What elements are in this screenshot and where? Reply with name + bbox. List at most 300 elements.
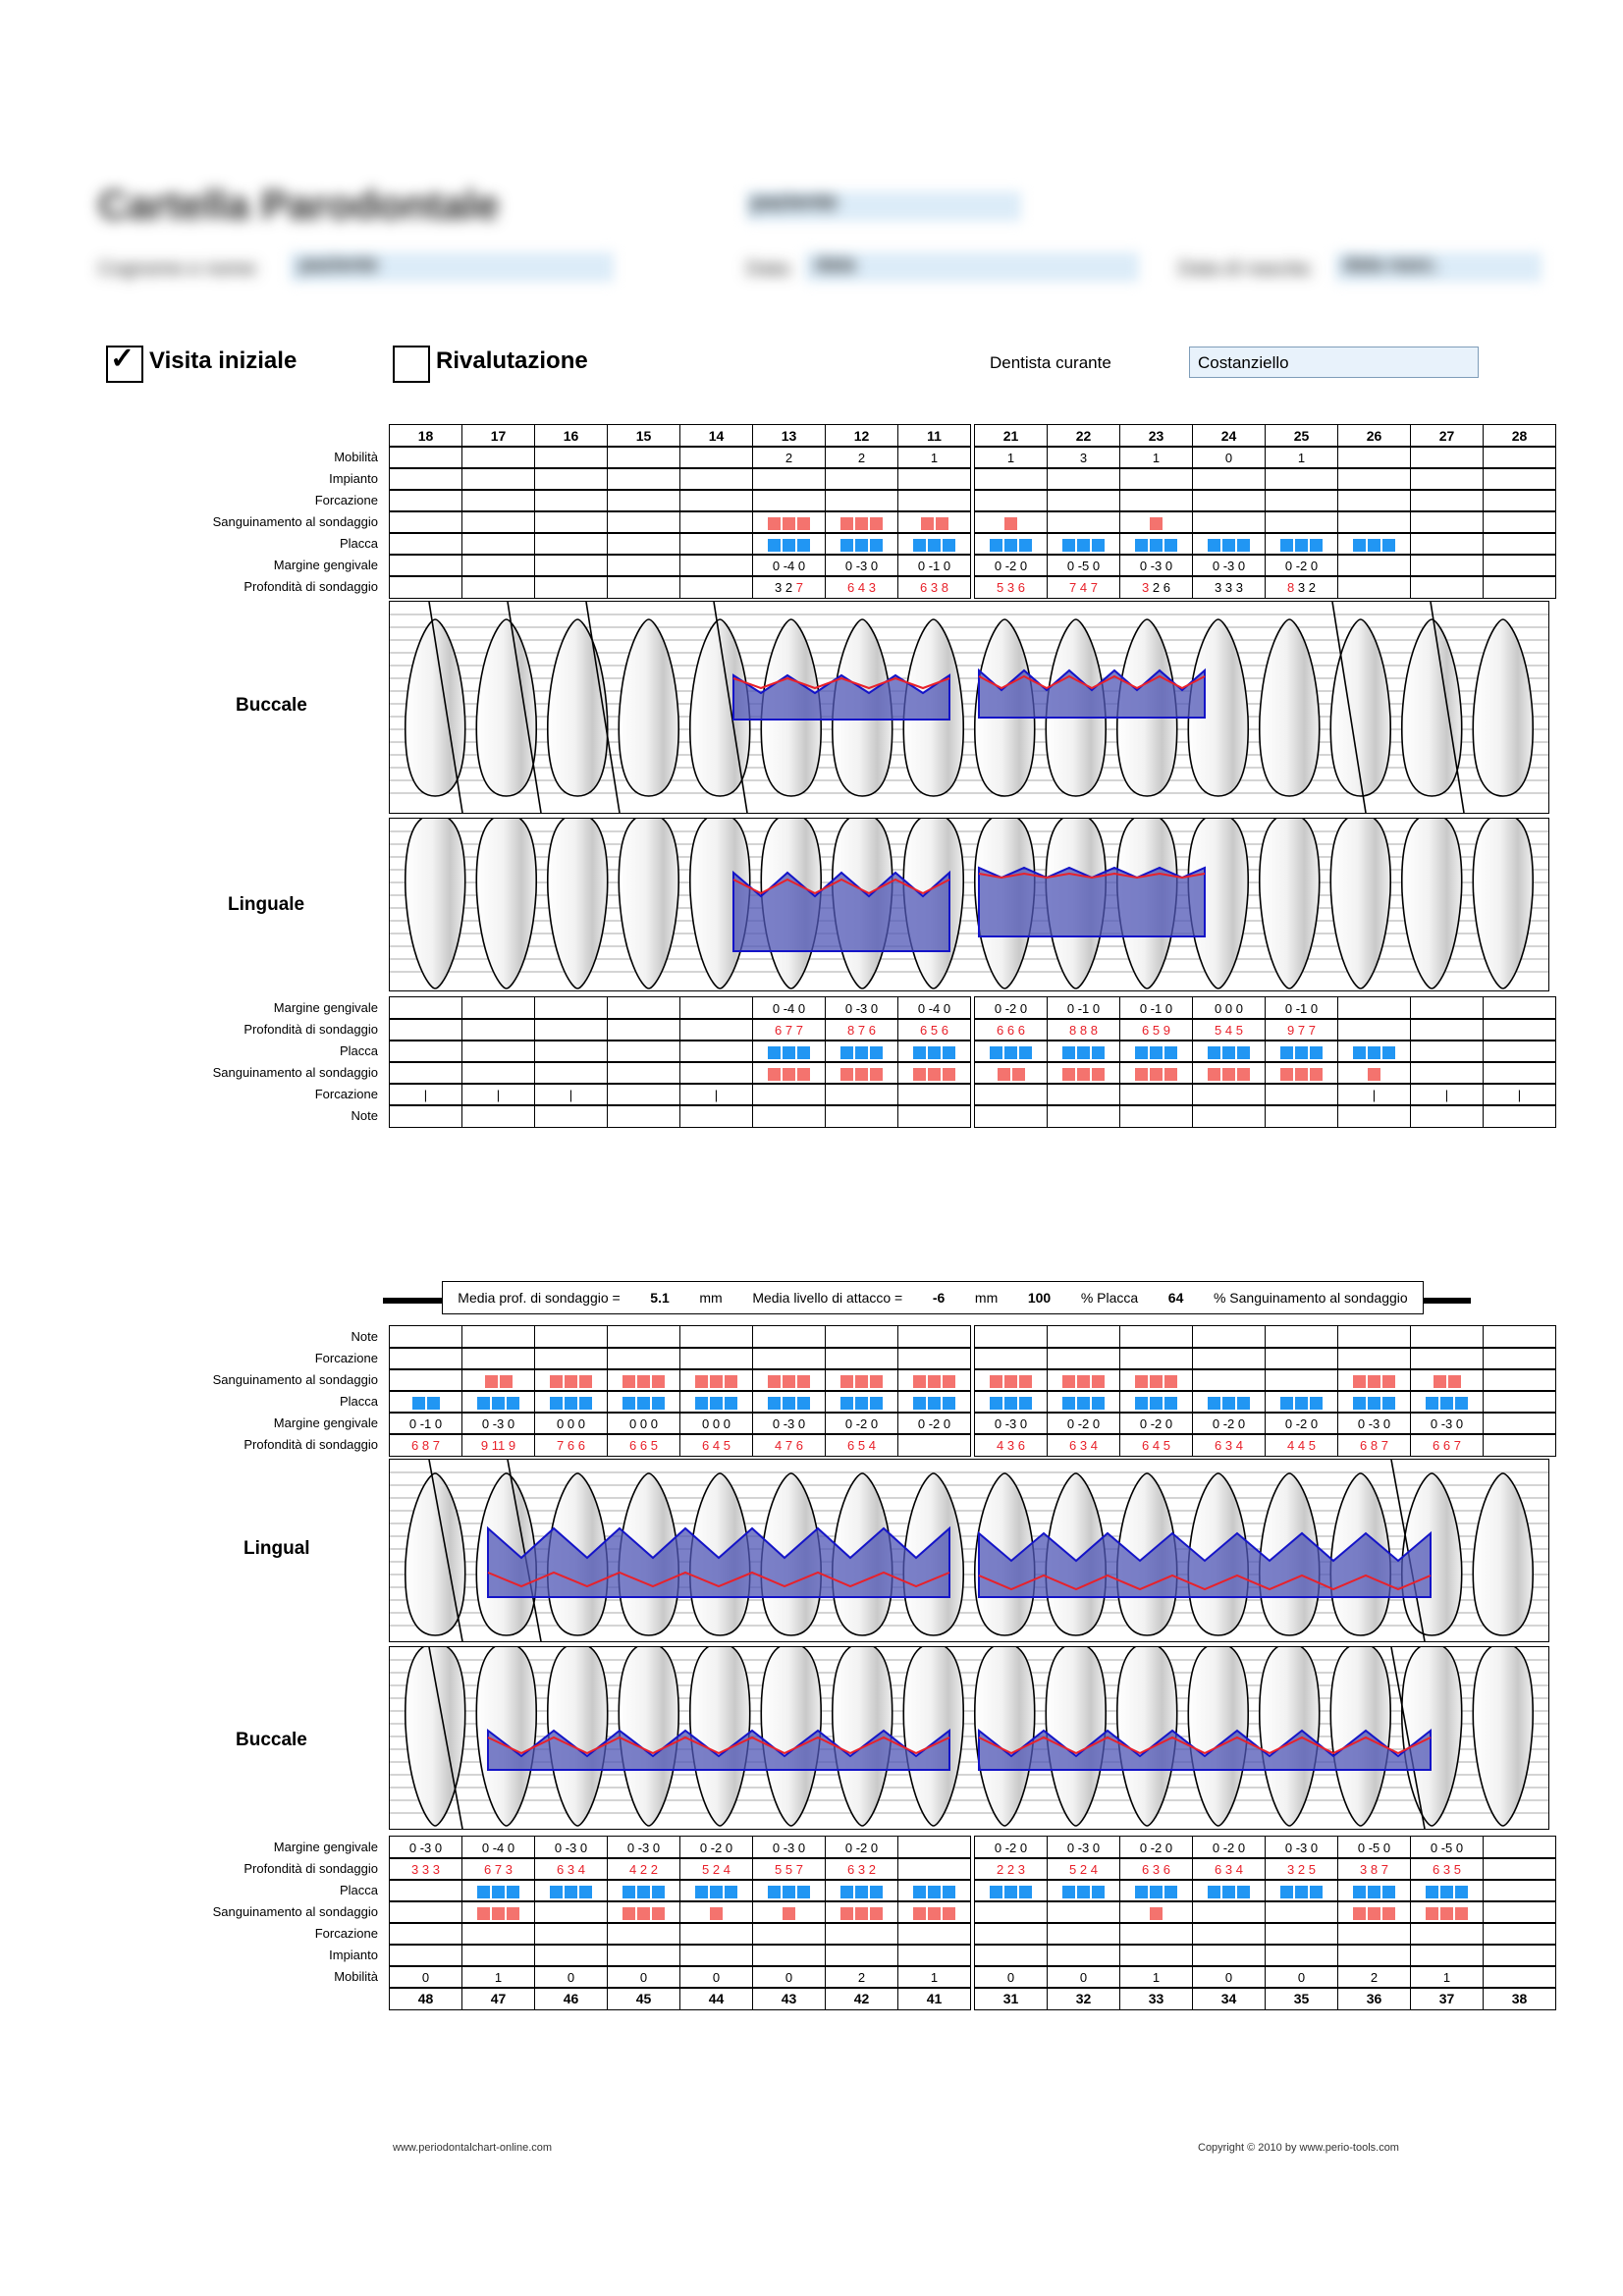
plaque-cell[interactable] (898, 1391, 971, 1414)
bleeding-marker[interactable] (783, 1907, 795, 1920)
plaque-marker[interactable] (1019, 1046, 1032, 1059)
bleeding-cell[interactable] (753, 511, 826, 534)
plaque-marker[interactable] (725, 1886, 737, 1898)
tooth-number[interactable]: 14 (680, 425, 753, 448)
bleeding-marker[interactable] (637, 1375, 650, 1388)
bleeding-cell[interactable] (535, 1369, 608, 1392)
note-cell[interactable] (535, 1326, 608, 1349)
plaque-marker[interactable] (1426, 1886, 1438, 1898)
bleeding-cell[interactable] (535, 511, 608, 534)
furcation-cell[interactable] (1484, 1348, 1556, 1370)
furcation-cell[interactable] (1193, 490, 1266, 512)
plaque-cell[interactable] (1411, 533, 1484, 556)
bleeding-marker[interactable] (1382, 1907, 1395, 1920)
depth-cell[interactable] (975, 1019, 1048, 1041)
furcation-cell[interactable] (680, 1348, 753, 1370)
bleeding-cell[interactable] (1266, 1901, 1338, 1924)
plaque-marker[interactable] (943, 1886, 955, 1898)
plaque-cell[interactable] (1411, 1041, 1484, 1063)
plaque-marker[interactable] (1150, 1886, 1163, 1898)
margin-cell[interactable] (1120, 1413, 1193, 1435)
bleeding-cell[interactable] (1411, 1901, 1484, 1924)
note-cell[interactable] (898, 1326, 971, 1349)
bleeding-marker[interactable] (1135, 1068, 1148, 1081)
plaque-marker[interactable] (1368, 539, 1380, 552)
margin-cell[interactable] (1484, 1837, 1556, 1859)
margin-cell[interactable] (1266, 997, 1338, 1020)
furcation-cell[interactable] (1193, 1923, 1266, 1946)
bleeding-cell[interactable] (975, 511, 1048, 534)
plaque-marker[interactable] (1295, 539, 1308, 552)
plaque-marker[interactable] (783, 1886, 795, 1898)
depth-cell[interactable] (390, 1858, 462, 1881)
note-cell[interactable] (1338, 1326, 1411, 1349)
plaque-cell[interactable] (975, 1041, 1048, 1063)
furcation-cell[interactable] (898, 1348, 971, 1370)
depth-cell[interactable] (753, 1019, 826, 1041)
bleeding-cell[interactable] (898, 1901, 971, 1924)
bleeding-marker[interactable] (1150, 1068, 1163, 1081)
bleeding-marker[interactable] (637, 1907, 650, 1920)
mobility-cell[interactable]: 0 (1266, 1966, 1338, 1989)
bleeding-cell[interactable] (898, 1062, 971, 1085)
plaque-marker[interactable] (1382, 1397, 1395, 1410)
plaque-marker[interactable] (870, 539, 883, 552)
bleeding-cell[interactable] (753, 1901, 826, 1924)
plaque-marker[interactable] (637, 1886, 650, 1898)
plaque-marker[interactable] (1353, 1046, 1366, 1059)
bleeding-cell[interactable] (680, 1062, 753, 1085)
margin-cell[interactable] (753, 555, 826, 577)
implant-cell[interactable] (1048, 1945, 1120, 1967)
bleeding-marker[interactable] (1237, 1068, 1250, 1081)
implant-cell[interactable] (1411, 1945, 1484, 1967)
plaque-marker[interactable] (990, 1886, 1002, 1898)
bleeding-cell[interactable] (390, 1062, 462, 1085)
furcation-cell[interactable] (1266, 1923, 1338, 1946)
plaque-marker[interactable] (622, 1886, 635, 1898)
tooth-number[interactable]: 34 (1193, 1988, 1266, 2010)
note-cell[interactable] (898, 1105, 971, 1128)
tooth-number[interactable]: 28 (1484, 425, 1556, 448)
bleeding-cell[interactable] (680, 1369, 753, 1392)
plaque-marker[interactable] (622, 1397, 635, 1410)
tooth-number[interactable]: 48 (390, 1988, 462, 2010)
plaque-marker[interactable] (1019, 1886, 1032, 1898)
plaque-marker[interactable] (1353, 539, 1366, 552)
plaque-cell[interactable] (608, 1041, 680, 1063)
bleeding-marker[interactable] (1135, 1375, 1148, 1388)
mobility-cell[interactable] (608, 447, 680, 469)
bleeding-cell[interactable] (462, 1062, 535, 1085)
bleeding-marker[interactable] (1004, 517, 1017, 530)
depth-cell[interactable] (1338, 1858, 1411, 1881)
plaque-marker[interactable] (492, 1397, 505, 1410)
note-cell[interactable] (753, 1326, 826, 1349)
plaque-marker[interactable] (943, 539, 955, 552)
note-cell[interactable] (608, 1326, 680, 1349)
depth-cell[interactable] (753, 1858, 826, 1881)
mobility-cell[interactable] (390, 447, 462, 469)
bleeding-cell[interactable] (1048, 1369, 1120, 1392)
depth-cell[interactable] (535, 1858, 608, 1881)
plaque-marker[interactable] (855, 1397, 868, 1410)
note-cell[interactable] (1411, 1105, 1484, 1128)
plaque-marker[interactable] (1077, 1886, 1090, 1898)
plaque-marker[interactable] (652, 1886, 665, 1898)
bleeding-marker[interactable] (943, 1068, 955, 1081)
margin-cell[interactable] (1266, 1837, 1338, 1859)
plaque-marker[interactable] (783, 539, 795, 552)
tooth-number[interactable]: 47 (462, 1988, 535, 2010)
plaque-cell[interactable] (1266, 1880, 1338, 1902)
plaque-marker[interactable] (565, 1397, 577, 1410)
plaque-marker[interactable] (1164, 1886, 1177, 1898)
furcation-cell[interactable]: | (390, 1084, 462, 1106)
bleeding-marker[interactable] (855, 517, 868, 530)
plaque-marker[interactable] (855, 539, 868, 552)
furcation-cell[interactable]: | (1411, 1084, 1484, 1106)
tooth-number[interactable]: 35 (1266, 1988, 1338, 2010)
plaque-cell[interactable] (1120, 1880, 1193, 1902)
furcation-cell[interactable] (462, 1923, 535, 1946)
plaque-cell[interactable] (1120, 1041, 1193, 1063)
depth-cell[interactable] (462, 1434, 535, 1457)
bleeding-cell[interactable] (898, 1369, 971, 1392)
furcation-cell[interactable] (1338, 1348, 1411, 1370)
mobility-cell[interactable]: 0 (1193, 447, 1266, 469)
plaque-marker[interactable] (492, 1886, 505, 1898)
plaque-cell[interactable] (1048, 1041, 1120, 1063)
bleeding-marker[interactable] (1004, 1375, 1017, 1388)
bleeding-cell[interactable] (1484, 1369, 1556, 1392)
bleeding-marker[interactable] (507, 1907, 519, 1920)
plaque-cell[interactable] (898, 1041, 971, 1063)
margin-cell[interactable] (1266, 555, 1338, 577)
bleeding-cell[interactable] (1048, 1062, 1120, 1085)
plaque-marker[interactable] (477, 1886, 490, 1898)
plaque-marker[interactable] (1077, 1046, 1090, 1059)
plaque-marker[interactable] (1280, 1886, 1293, 1898)
plaque-cell[interactable] (753, 1880, 826, 1902)
mobility-cell[interactable]: 0 (1048, 1966, 1120, 1989)
depth-cell[interactable] (1411, 1434, 1484, 1457)
margin-cell[interactable] (608, 1837, 680, 1859)
mobility-cell[interactable]: 1 (898, 447, 971, 469)
margin-cell[interactable] (1411, 555, 1484, 577)
implant-cell[interactable] (390, 1945, 462, 1967)
tooth-number[interactable]: 21 (975, 425, 1048, 448)
depth-cell[interactable] (975, 576, 1048, 599)
plaque-marker[interactable] (928, 1397, 941, 1410)
plaque-marker[interactable] (768, 539, 781, 552)
furcation-cell[interactable] (1048, 490, 1120, 512)
plaque-marker[interactable] (797, 1397, 810, 1410)
plaque-marker[interactable] (695, 1886, 708, 1898)
note-cell[interactable] (608, 1105, 680, 1128)
note-cell[interactable] (1048, 1105, 1120, 1128)
plaque-marker[interactable] (1019, 1397, 1032, 1410)
plaque-marker[interactable] (1295, 1046, 1308, 1059)
implant-cell[interactable] (1193, 468, 1266, 491)
plaque-cell[interactable] (975, 533, 1048, 556)
depth-cell[interactable] (608, 576, 680, 599)
plaque-cell[interactable] (390, 533, 462, 556)
bleeding-marker[interactable] (870, 1907, 883, 1920)
plaque-cell[interactable] (1048, 1391, 1120, 1414)
margin-cell[interactable] (1338, 555, 1411, 577)
plaque-marker[interactable] (1310, 1886, 1323, 1898)
margin-cell[interactable] (390, 1413, 462, 1435)
depth-cell[interactable] (1411, 1019, 1484, 1041)
bleeding-marker[interactable] (797, 1375, 810, 1388)
plaque-marker[interactable] (840, 1046, 853, 1059)
plaque-cell[interactable] (898, 1880, 971, 1902)
furcation-cell[interactable]: | (1338, 1084, 1411, 1106)
margin-cell[interactable] (975, 1837, 1048, 1859)
bleeding-cell[interactable] (1411, 511, 1484, 534)
tooth-number[interactable]: 38 (1484, 1988, 1556, 2010)
plaque-marker[interactable] (507, 1397, 519, 1410)
mobility-cell[interactable] (1411, 447, 1484, 469)
bleeding-marker[interactable] (550, 1375, 563, 1388)
furcation-cell[interactable] (1193, 1348, 1266, 1370)
plaque-marker[interactable] (1353, 1397, 1366, 1410)
margin-cell[interactable] (753, 1413, 826, 1435)
furcation-cell[interactable] (1048, 1084, 1120, 1106)
bleeding-marker[interactable] (622, 1375, 635, 1388)
bleeding-marker[interactable] (1426, 1907, 1438, 1920)
plaque-marker[interactable] (1222, 1886, 1235, 1898)
bleeding-cell[interactable] (975, 1369, 1048, 1392)
furcation-cell[interactable] (753, 1348, 826, 1370)
furcation-cell[interactable] (1120, 490, 1193, 512)
plaque-cell[interactable] (1338, 1880, 1411, 1902)
bleeding-cell[interactable] (1120, 1901, 1193, 1924)
furcation-cell[interactable] (975, 1348, 1048, 1370)
bleeding-cell[interactable] (975, 1062, 1048, 1085)
implant-cell[interactable] (608, 468, 680, 491)
plaque-marker[interactable] (840, 1886, 853, 1898)
furcation-cell[interactable] (1266, 490, 1338, 512)
furcation-cell[interactable] (1338, 490, 1411, 512)
mobility-cell[interactable]: 1 (462, 1966, 535, 1989)
margin-cell[interactable] (1120, 997, 1193, 1020)
plaque-marker[interactable] (1062, 539, 1075, 552)
bleeding-cell[interactable] (1120, 1369, 1193, 1392)
depth-cell[interactable] (1266, 576, 1338, 599)
furcation-cell[interactable] (1484, 490, 1556, 512)
furcation-cell[interactable] (975, 490, 1048, 512)
depth-cell[interactable] (1411, 576, 1484, 599)
plaque-marker[interactable] (913, 539, 926, 552)
margin-cell[interactable] (1048, 1837, 1120, 1859)
plaque-marker[interactable] (1062, 1886, 1075, 1898)
bleeding-marker[interactable] (870, 1068, 883, 1081)
depth-cell[interactable] (753, 1434, 826, 1457)
depth-cell[interactable] (898, 1434, 971, 1457)
bleeding-marker[interactable] (1012, 1068, 1025, 1081)
depth-cell[interactable] (535, 1434, 608, 1457)
plaque-cell[interactable] (1266, 1041, 1338, 1063)
margin-cell[interactable] (1411, 1837, 1484, 1859)
plaque-cell[interactable] (1048, 1880, 1120, 1902)
bleeding-cell[interactable] (1411, 1369, 1484, 1392)
note-cell[interactable] (462, 1105, 535, 1128)
tooth-number[interactable]: 12 (826, 425, 898, 448)
bleeding-marker[interactable] (928, 1375, 941, 1388)
plaque-marker[interactable] (550, 1397, 563, 1410)
bleeding-marker[interactable] (492, 1907, 505, 1920)
implant-cell[interactable] (1411, 468, 1484, 491)
bleeding-marker[interactable] (1019, 1375, 1032, 1388)
bleeding-cell[interactable] (1048, 1901, 1120, 1924)
margin-cell[interactable] (975, 1413, 1048, 1435)
mobility-cell[interactable] (1484, 447, 1556, 469)
plaque-cell[interactable] (535, 1880, 608, 1902)
plaque-cell[interactable] (753, 533, 826, 556)
bleeding-marker[interactable] (870, 1375, 883, 1388)
plaque-cell[interactable] (535, 1041, 608, 1063)
plaque-marker[interactable] (1237, 1046, 1250, 1059)
bleeding-cell[interactable] (1193, 1901, 1266, 1924)
margin-cell[interactable] (898, 555, 971, 577)
bleeding-marker[interactable] (913, 1375, 926, 1388)
tooth-number[interactable]: 33 (1120, 1988, 1193, 2010)
plaque-marker[interactable] (1092, 1886, 1105, 1898)
furcation-cell[interactable] (826, 1084, 898, 1106)
depth-cell[interactable] (1120, 1019, 1193, 1041)
plaque-marker[interactable] (768, 1046, 781, 1059)
plaque-cell[interactable] (390, 1041, 462, 1063)
bleeding-cell[interactable] (826, 1901, 898, 1924)
plaque-marker[interactable] (1310, 1046, 1323, 1059)
note-cell[interactable] (680, 1105, 753, 1128)
note-cell[interactable] (535, 1105, 608, 1128)
bleeding-marker[interactable] (855, 1907, 868, 1920)
plaque-cell[interactable] (1193, 1041, 1266, 1063)
plaque-marker[interactable] (1164, 539, 1177, 552)
margin-cell[interactable] (1484, 1413, 1556, 1435)
plaque-marker[interactable] (412, 1397, 425, 1410)
bleeding-cell[interactable] (826, 1369, 898, 1392)
plaque-marker[interactable] (1237, 539, 1250, 552)
plaque-marker[interactable] (840, 539, 853, 552)
furcation-cell[interactable] (1338, 1923, 1411, 1946)
bleeding-marker[interactable] (1164, 1375, 1177, 1388)
furcation-cell[interactable] (1484, 1923, 1556, 1946)
bleeding-marker[interactable] (710, 1375, 723, 1388)
depth-cell[interactable] (826, 1858, 898, 1881)
depth-cell[interactable] (1338, 1434, 1411, 1457)
margin-cell[interactable] (535, 555, 608, 577)
plaque-marker[interactable] (1368, 1046, 1380, 1059)
plaque-cell[interactable] (1411, 1391, 1484, 1414)
bleeding-marker[interactable] (1077, 1375, 1090, 1388)
plaque-marker[interactable] (695, 1397, 708, 1410)
bleeding-marker[interactable] (622, 1907, 635, 1920)
plaque-marker[interactable] (1092, 1046, 1105, 1059)
margin-cell[interactable] (1120, 555, 1193, 577)
margin-cell[interactable] (680, 1837, 753, 1859)
bleeding-cell[interactable] (680, 1901, 753, 1924)
bleeding-cell[interactable] (608, 1369, 680, 1392)
plaque-marker[interactable] (1019, 539, 1032, 552)
depth-cell[interactable] (680, 576, 753, 599)
bleeding-marker[interactable] (921, 517, 934, 530)
plaque-cell[interactable] (975, 1880, 1048, 1902)
depth-cell[interactable] (1120, 1434, 1193, 1457)
plaque-marker[interactable] (943, 1397, 955, 1410)
depth-cell[interactable] (462, 1019, 535, 1041)
implant-cell[interactable] (462, 468, 535, 491)
implant-cell[interactable] (535, 468, 608, 491)
bleeding-marker[interactable] (1062, 1068, 1075, 1081)
implant-cell[interactable] (826, 468, 898, 491)
bleeding-marker[interactable] (990, 1375, 1002, 1388)
plaque-marker[interactable] (1062, 1046, 1075, 1059)
implant-cell[interactable] (1338, 1945, 1411, 1967)
tooth-number[interactable]: 11 (898, 425, 971, 448)
furcation-cell[interactable] (608, 1084, 680, 1106)
furcation-cell[interactable] (535, 1923, 608, 1946)
tooth-number[interactable]: 24 (1193, 425, 1266, 448)
plaque-marker[interactable] (1222, 1397, 1235, 1410)
bleeding-cell[interactable] (1411, 1062, 1484, 1085)
bleeding-cell[interactable] (1266, 1369, 1338, 1392)
plaque-cell[interactable] (826, 1880, 898, 1902)
mobility-cell[interactable]: 0 (1193, 1966, 1266, 1989)
margin-cell[interactable] (826, 997, 898, 1020)
furcation-cell[interactable] (1411, 1923, 1484, 1946)
furcation-cell[interactable] (1048, 1348, 1120, 1370)
plaque-marker[interactable] (1237, 1886, 1250, 1898)
margin-cell[interactable] (680, 997, 753, 1020)
plaque-marker[interactable] (710, 1886, 723, 1898)
depth-cell[interactable] (898, 1019, 971, 1041)
plaque-marker[interactable] (427, 1397, 440, 1410)
bleeding-cell[interactable] (608, 1901, 680, 1924)
implant-cell[interactable] (1048, 468, 1120, 491)
tooth-number[interactable]: 22 (1048, 425, 1120, 448)
note-cell[interactable] (1120, 1326, 1193, 1349)
plaque-marker[interactable] (507, 1886, 519, 1898)
margin-cell[interactable] (608, 555, 680, 577)
bleeding-cell[interactable] (535, 1062, 608, 1085)
plaque-marker[interactable] (1004, 1397, 1017, 1410)
bleeding-cell[interactable] (1120, 511, 1193, 534)
depth-cell[interactable] (1338, 1019, 1411, 1041)
plaque-marker[interactable] (1382, 1886, 1395, 1898)
plaque-marker[interactable] (579, 1397, 592, 1410)
furcation-cell[interactable] (462, 1348, 535, 1370)
depth-cell[interactable] (1266, 1858, 1338, 1881)
plaque-marker[interactable] (725, 1397, 737, 1410)
depth-cell[interactable] (1484, 1434, 1556, 1457)
bleeding-marker[interactable] (783, 1375, 795, 1388)
depth-cell[interactable] (826, 576, 898, 599)
bleeding-marker[interactable] (840, 1068, 853, 1081)
furcation-cell[interactable] (390, 1348, 462, 1370)
furcation-cell[interactable] (753, 1923, 826, 1946)
tooth-number[interactable]: 23 (1120, 425, 1193, 448)
bleeding-cell[interactable] (1120, 1062, 1193, 1085)
note-cell[interactable] (1193, 1326, 1266, 1349)
bleeding-marker[interactable] (1208, 1068, 1220, 1081)
plaque-cell[interactable] (1484, 533, 1556, 556)
plaque-marker[interactable] (1135, 539, 1148, 552)
plaque-marker[interactable] (1150, 539, 1163, 552)
